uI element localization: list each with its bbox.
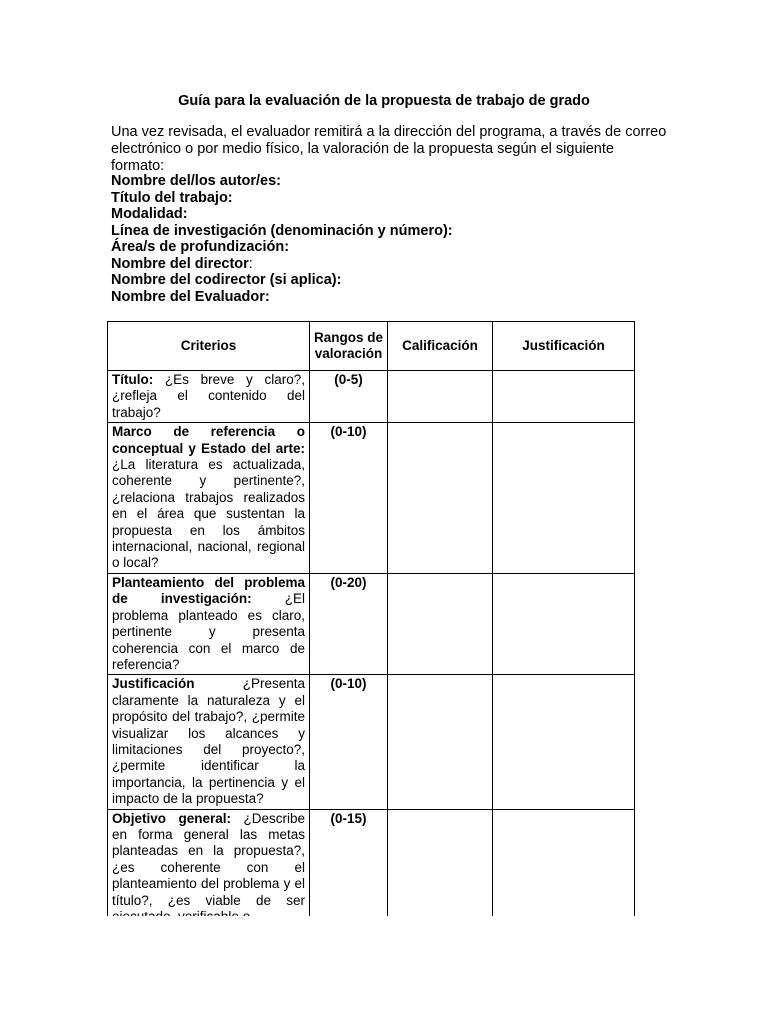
criterion-text: ¿Describe en forma general las metas planteadas en la propuesta?, ¿es coherente con el planteamiento del problema y el título?, ¿es viable de ser: [112, 810, 306, 908]
field-label: Área/s de profundización:: [111, 239, 290, 255]
criterion-text: ¿La literatura es actualizada, coherente y pertinente?, ¿relaciona trabajos realizados en el área que sustentan la propuesta en los ámbitos internacional, nacional, regional o local?: [112, 457, 305, 571]
table-row: [108, 573, 635, 674]
range-cell: (0-10): [310, 675, 388, 809]
field-label: Línea de investigación (denominación y número):: [111, 222, 453, 239]
justification-cell[interactable]: [493, 675, 635, 809]
table-row: [108, 675, 635, 809]
field-label: Título del trabajo:: [111, 189, 233, 206]
justification-cell[interactable]: [493, 371, 635, 423]
criterion-label: Título:: [112, 372, 154, 387]
field-areas: [111, 239, 671, 256]
field-work-title: [111, 190, 671, 207]
score-cell[interactable]: [388, 371, 493, 423]
range-cell: (0-5): [310, 371, 388, 423]
criterion-text: ¿Presenta claramente la naturaleza y el propósito del trabajo?, ¿permite visualizar los alcances y limitaciones del proyecto?, ¿permite identificar la importancia, la pertinencia y el impacto de la propuesta?: [112, 676, 305, 807]
criterion-text: ¿Es breve y claro?, ¿refleja el contenido del trabajo?: [112, 372, 305, 420]
criterion-cell: [108, 371, 310, 423]
field-label: Nombre del Evaluador:: [111, 288, 270, 305]
table-row: [108, 809, 635, 926]
criterion-text: ¿El problema planteado es claro, pertinente y presenta coherencia con el marco de referencia?: [112, 591, 305, 672]
criterion-cell: [108, 809, 310, 926]
table-row: [108, 423, 635, 574]
field-modality: [111, 206, 671, 223]
justification-cell[interactable]: [493, 809, 635, 926]
score-cell[interactable]: [388, 675, 493, 809]
header-ranges: Rangos de valoración: [310, 322, 388, 371]
justification-cell[interactable]: [493, 423, 635, 574]
header-justification: Justificación: [493, 322, 635, 371]
score-cell[interactable]: [388, 423, 493, 574]
field-evaluator: [111, 289, 671, 306]
intro-paragraph: Una vez revisada, el evaluador remitirá a la dirección del programa, a través de correo electrónico o por medio físico, la valoración de la propuesta según el siguiente formato:: [111, 124, 667, 174]
field-codirector: [111, 272, 671, 289]
document-title: Guía para la evaluación de la propuesta de trabajo de grado: [178, 93, 590, 109]
score-cell[interactable]: [388, 809, 493, 926]
evaluation-table: [107, 321, 635, 926]
header-score: Calificación: [388, 322, 493, 371]
header-fields: [111, 173, 671, 305]
criterion-label: Marco de referencia o conceptual y Estado del arte:: [112, 424, 305, 456]
justification-cell[interactable]: [493, 573, 635, 674]
range-cell: (0-15): [310, 809, 388, 926]
range-cell: (0-10): [310, 423, 388, 574]
field-authors: [111, 173, 671, 190]
header-criteria: Criterios: [108, 322, 310, 371]
criterion-label: Justificación: [112, 676, 195, 692]
field-director: [111, 256, 671, 273]
criterion-label: Objetivo general:: [112, 810, 232, 826]
field-label: Nombre del director: [111, 255, 249, 272]
criterion-label: Planteamiento del problema de investigación:: [112, 574, 305, 607]
field-label: Modalidad:: [111, 206, 188, 222]
field-label: Nombre del codirector (si aplica):: [111, 272, 342, 288]
field-suffix: :: [248, 255, 253, 272]
page-bottom-margin: [100, 916, 660, 1024]
score-cell[interactable]: [388, 573, 493, 674]
field-label: Nombre del/los autor/es:: [111, 173, 282, 189]
criterion-cell: [108, 675, 310, 809]
table-row: [108, 371, 635, 423]
criterion-cell: [108, 423, 310, 574]
field-research-line: [111, 223, 671, 240]
range-cell: (0-20): [310, 573, 388, 674]
criterion-cell: [108, 573, 310, 674]
table-header-row: [108, 322, 635, 371]
